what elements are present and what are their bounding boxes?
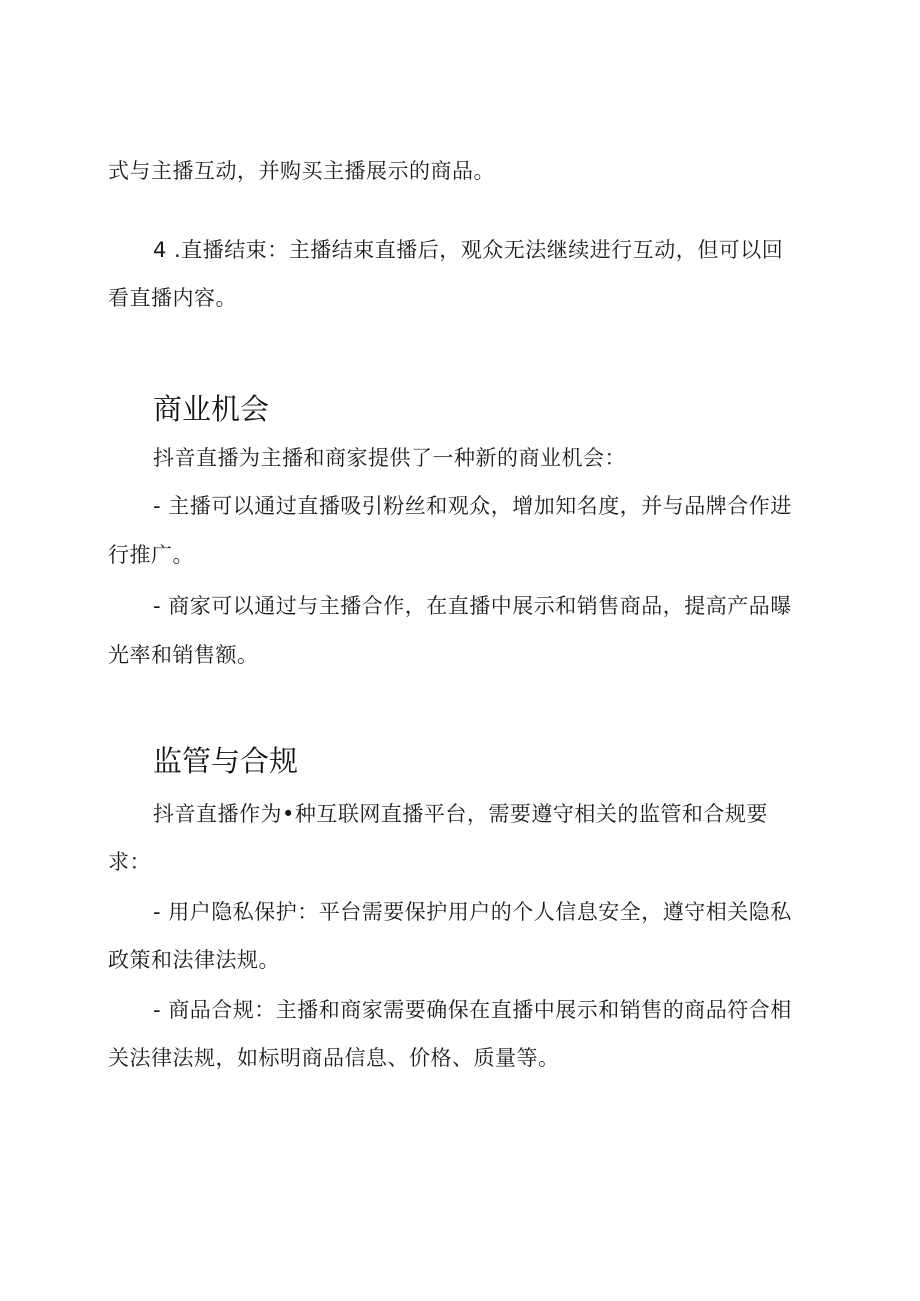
section-heading-compliance: 监管与合规: [153, 744, 299, 778]
compliance-intro-line1: 抖音直播作为•种互联网直播平台，需要遵守相关的监管和合规要: [153, 802, 768, 826]
compliance-bullet-1-line1: - 用户隐私保护：平台需要保护用户的个人信息安全，遵守相关隐私: [153, 900, 792, 924]
section-heading-business: 商业机会: [153, 392, 270, 426]
compliance-bullet-2-line1: - 商品合规：主播和商家需要确保在直播中展示和销售的商品符合相: [153, 998, 792, 1022]
list-item-4-line2: 看直播内容。: [108, 286, 237, 310]
business-bullet-2-line1: - 商家可以通过与主播合作，在直播中展示和销售商品，提高产品曝: [153, 594, 792, 618]
business-bullet-1-line1: - 主播可以通过直播吸引粉丝和观众，增加知名度，并与品牌合作进: [153, 494, 792, 518]
business-intro: 抖音直播为主播和商家提供了一种新的商业机会：: [153, 446, 626, 470]
compliance-bullet-1-line2: 政策和法律法规。: [108, 948, 280, 972]
list-item-4-line1: 4 .直播结束：主播结束直播后，观众无法继续进行互动，但可以回: [153, 238, 784, 262]
business-bullet-1-line2: 行推广。: [108, 543, 194, 567]
compliance-bullet-2-line2: 关法律法规，如标明商品信息、价格、质量等。: [108, 1046, 560, 1070]
paragraph-line: 式与主播互动，并购买主播展示的商品。: [108, 159, 495, 183]
compliance-intro-line2: 求：: [108, 850, 151, 874]
business-bullet-2-line2: 光率和销售额。: [108, 643, 259, 667]
